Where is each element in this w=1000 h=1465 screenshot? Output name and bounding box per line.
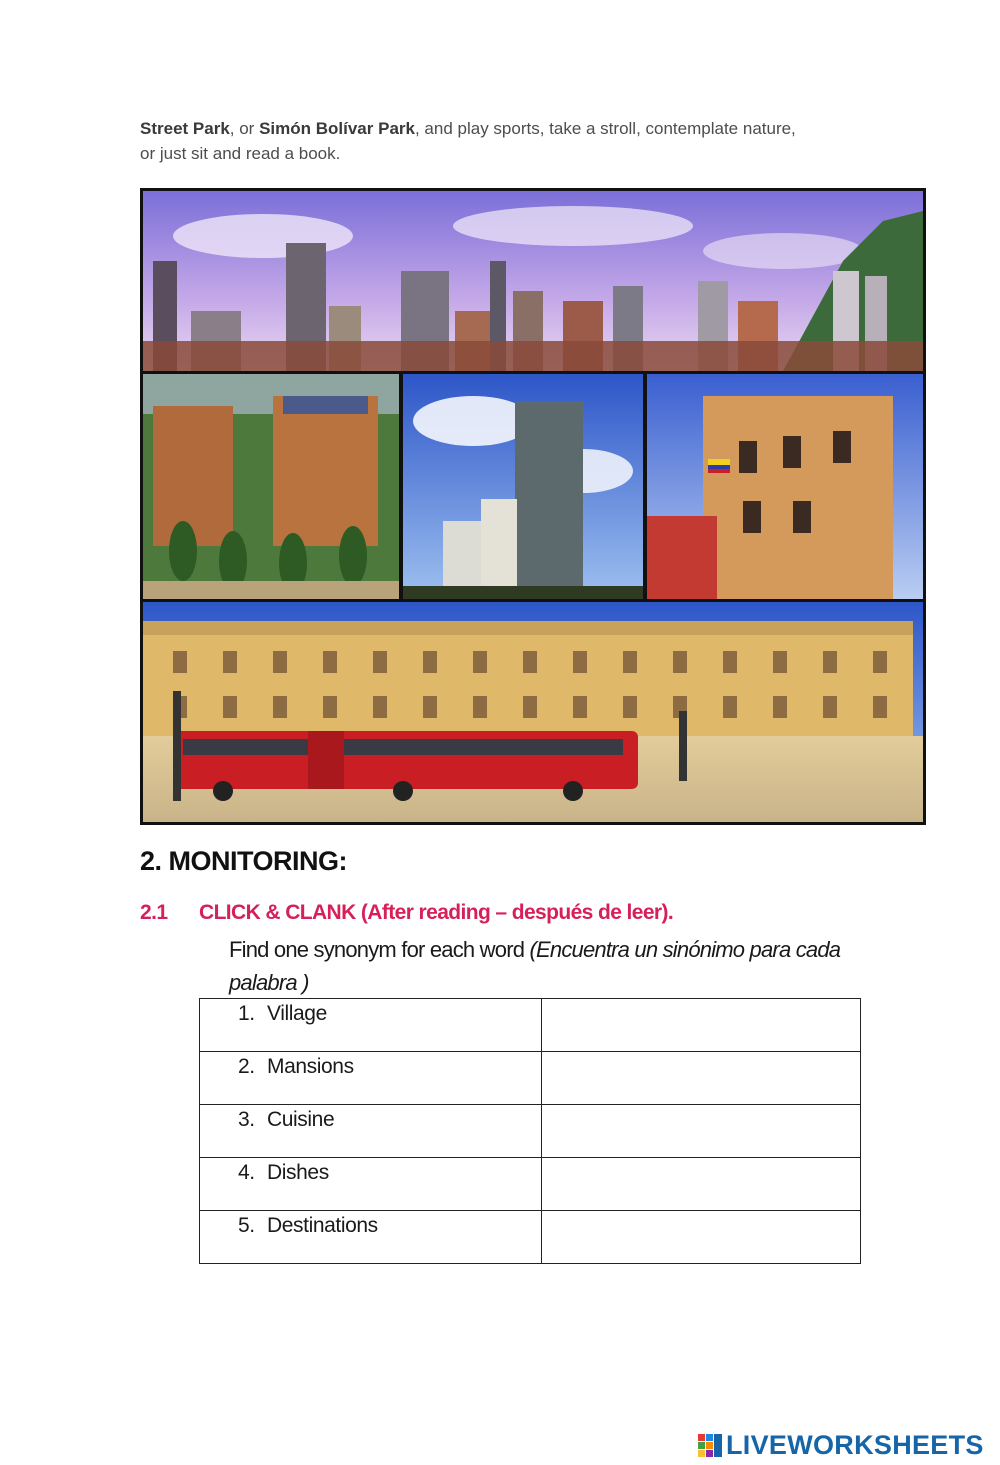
answer-cell <box>542 1158 861 1211</box>
intro-line-2: or just sit and read a book. <box>140 144 341 163</box>
row-number: 2. <box>238 1055 255 1078</box>
liveworksheets-logo[interactable] <box>698 1428 984 1462</box>
word-label: Mansions <box>267 1055 354 1078</box>
word-label: Destinations <box>267 1214 378 1237</box>
word-label: Cuisine <box>267 1108 335 1131</box>
skyline-panel <box>143 191 923 371</box>
intro-bold-street-park: Street Park <box>140 119 230 138</box>
instruction-spanish: (Encuentra un sinónimo para cada palabra ) <box>229 937 841 995</box>
answer-input-4[interactable] <box>542 1158 860 1210</box>
word-cell <box>200 1105 542 1158</box>
row-number: 5. <box>238 1214 255 1237</box>
intro-text-2: , and play sports, take a stroll, contemplate nature, <box>414 119 796 138</box>
word-label: Village <box>267 1002 327 1025</box>
bogota-collage-image <box>140 188 926 825</box>
word-label: Dishes <box>267 1161 329 1184</box>
word-cell <box>200 1052 542 1105</box>
candelaria-house-panel <box>647 374 923 599</box>
intro-text-1: , or <box>229 119 260 138</box>
answer-input-2[interactable] <box>542 1052 860 1104</box>
answer-cell <box>542 1105 861 1158</box>
word-cell <box>200 999 542 1052</box>
subsection-number: 2.1 <box>140 901 168 924</box>
row-number: 3. <box>238 1108 255 1131</box>
subsection-title-text: CLICK & CLANK (After reading – después de leer). <box>199 901 674 924</box>
intro-paragraph <box>140 116 880 166</box>
intro-bold-simon-bolivar: Simón Bolívar Park <box>259 119 415 138</box>
colonial-towers-panel <box>143 374 399 599</box>
synonym-table <box>199 998 861 1264</box>
row-number: 4. <box>238 1161 255 1184</box>
collage-illustration <box>143 191 923 822</box>
table-row <box>200 1158 861 1211</box>
table-row <box>200 1052 861 1105</box>
table-row <box>200 1211 861 1264</box>
instruction-text <box>229 933 869 999</box>
answer-cell <box>542 999 861 1052</box>
row-number: 1. <box>238 1002 255 1025</box>
subsection-title <box>140 901 673 925</box>
instruction-english: Find one synonym for each word <box>229 937 530 962</box>
answer-input-5[interactable] <box>542 1211 860 1263</box>
answer-cell <box>542 1052 861 1105</box>
skyscraper-panel <box>403 374 643 599</box>
logo-text: LIVEWORKSHEETS <box>726 1429 984 1460</box>
liveworksheets-logo-icon <box>698 1432 724 1458</box>
answer-input-1[interactable] <box>542 999 860 1051</box>
table-row <box>200 1105 861 1158</box>
word-cell <box>200 1158 542 1211</box>
plaza-bus-panel <box>143 602 923 822</box>
answer-cell <box>542 1211 861 1264</box>
word-cell <box>200 1211 542 1264</box>
answer-input-3[interactable] <box>542 1105 860 1157</box>
section-heading: 2. MONITORING: <box>140 846 348 876</box>
table-row <box>200 999 861 1052</box>
